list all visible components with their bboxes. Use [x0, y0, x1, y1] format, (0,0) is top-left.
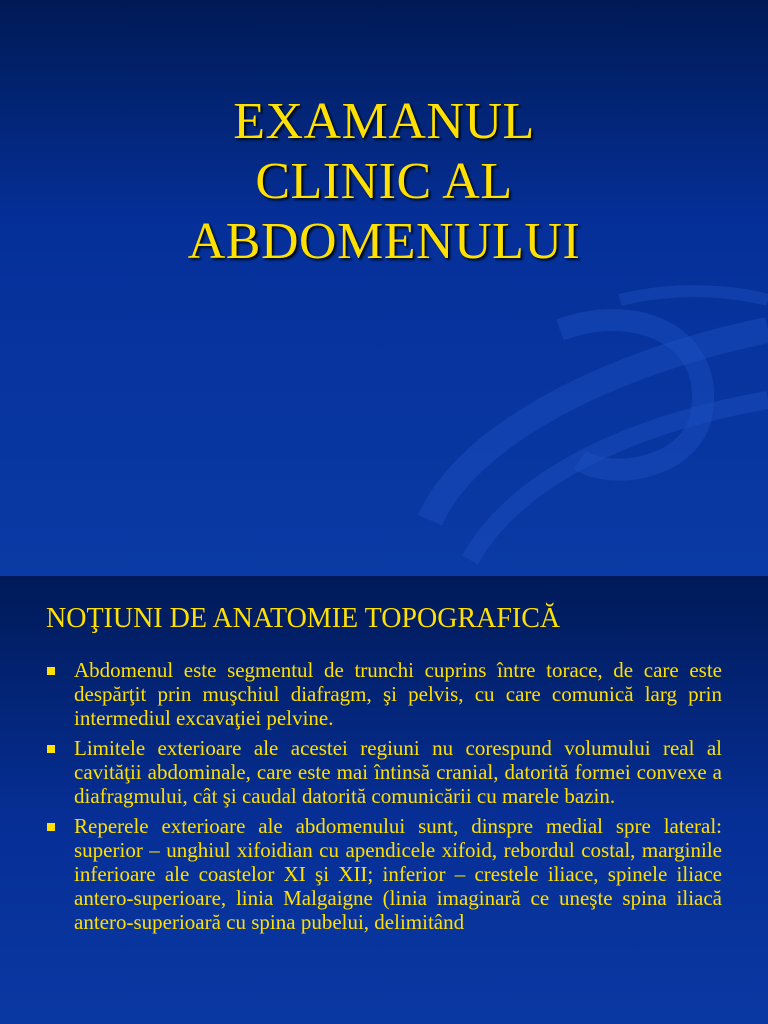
list-item [46, 814, 722, 934]
square-bullet-icon [47, 745, 55, 753]
section-heading: NOŢIUNI DE ANATOMIE TOPOGRAFICĂ [46, 603, 561, 634]
square-bullet-icon [47, 667, 55, 675]
bullet-text: Limitele exterioare ale acestei regiuni nu corespund volumului real al cavităţii abdominale, care este mai întinsă cranial, datorită formei convexe a diafragmului, cât şi caudal datorită comunicării cu marele bazin. [74, 736, 722, 808]
list-item [46, 658, 722, 730]
title-line-3: ABDOMENULUI [187, 213, 581, 270]
title-line-2: CLINIC AL [255, 153, 513, 210]
list-item [46, 736, 722, 808]
slide-title [0, 92, 768, 272]
bullet-text: Abdomenul este segmentul de trunchi cuprins între torace, de care este despărţit prin muşchiul diafragm, şi pelvis, cu care comunică larg prin intermediul excavaţiei pelvine. [74, 658, 722, 730]
square-bullet-icon [47, 823, 55, 831]
bullet-list [46, 658, 722, 940]
content-slide [0, 576, 768, 1024]
title-line-1: EXAMANUL [233, 93, 535, 150]
bullet-text: Reperele exterioare ale abdomenului sunt, dinspre medial spre lateral: superior – unghiul xifoidian cu apendicele xifoid, rebordul costal, marginile inferioare ale coastelor XI şi XII; inferior – crestele iliace, spinele iliace antero-superioare, linia Malgaigne (linia imaginară ce uneşte spina iliacă antero-superioară cu spina pubelui, delimitând [74, 814, 722, 934]
